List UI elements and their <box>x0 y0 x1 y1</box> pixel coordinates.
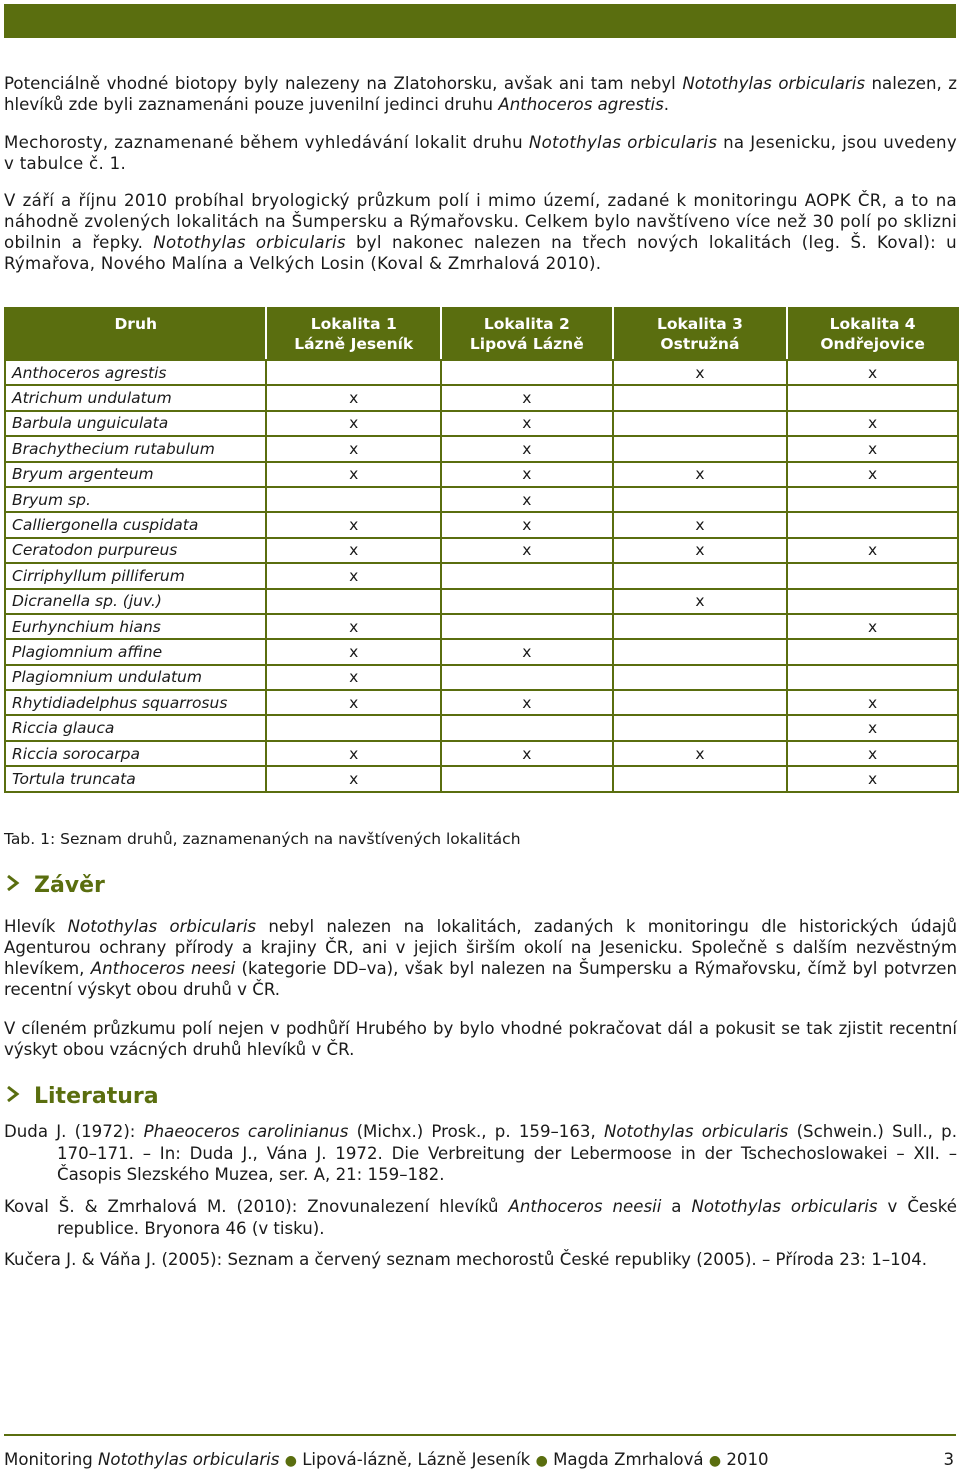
table-row <box>5 538 958 563</box>
locality-4-mark: x <box>787 462 958 487</box>
locality-1-mark: x <box>266 512 441 537</box>
species-name: Barbula unguiculata <box>5 411 266 436</box>
locality-4-mark: x <box>787 766 958 791</box>
reference-koval: Koval Š. & Zmrhalová M. (2010): Znovunalezení hlevíků Anthoceros neesii a Notothylas orbicularis v České republice. Bryonora 46 (v tisku). <box>4 1197 957 1238</box>
locality-4-mark: x <box>787 538 958 563</box>
species-name: Plagiomnium undulatum <box>5 665 266 690</box>
table-row <box>5 589 958 614</box>
locality-3-mark <box>613 385 788 410</box>
species-name: Dicranella sp. (juv.) <box>5 589 266 614</box>
intro-paragraph-3: V září a říjnu 2010 probíhal bryologický průzkum polí i mimo území, zadané k monitoringu AOPK ČR, a to na náhodně zvolených lokalitách na Šumpersku a Rýmařovsku. Celkem bylo navštíveno více než 30 polí po sklizni obilnin a řepky. Notothylas orbicularis byl nakonec nalezen na třech nových lokalitách (leg. Š. Koval): u Rýmařova, Nového Malína a Velkých Losin (Koval & Zmrhalová 2010). <box>4 191 957 273</box>
locality-2-mark <box>441 766 613 791</box>
locality-4-mark <box>787 512 958 537</box>
table-row <box>5 385 958 410</box>
locality-2-mark <box>441 563 613 588</box>
species-name: Eurhynchium hians <box>5 614 266 639</box>
species-name: Riccia glauca <box>5 715 266 740</box>
locality-2-mark: x <box>441 639 613 664</box>
locality-4-mark <box>787 589 958 614</box>
species-name: Rhytidiadelphus squarrosus <box>5 690 266 715</box>
locality-1-mark <box>266 360 441 385</box>
header-species: Druh <box>5 308 266 360</box>
locality-2-mark: x <box>441 538 613 563</box>
page-footer: Monitoring Notothylas orbicularis ● Lipová-lázně, Lázně Jeseník ● Magda Zmrhalová ● 2010 3 <box>4 1450 954 1469</box>
table-row <box>5 614 958 639</box>
locality-4-mark <box>787 639 958 664</box>
locality-1-mark <box>266 487 441 512</box>
bullet-icon: ● <box>708 1453 722 1469</box>
locality-3-mark <box>613 563 788 588</box>
header-locality-1: Lokalita 1 Lázně Jeseník <box>266 308 441 360</box>
species-name: Plagiomnium affine <box>5 639 266 664</box>
species-name: Tortula truncata <box>5 766 266 791</box>
locality-3-mark <box>613 614 788 639</box>
locality-2-mark <box>441 614 613 639</box>
locality-3-mark: x <box>613 741 788 766</box>
reference-kucera: Kučera J. & Váňa J. (2005): Seznam a červený seznam mechorostů České republiky (2005). – Příroda 23: 1–104. <box>4 1250 928 1269</box>
locality-3-mark: x <box>613 360 788 385</box>
species-name: Calliergonella cuspidata <box>5 512 266 537</box>
locality-1-mark: x <box>266 563 441 588</box>
locality-2-mark: x <box>441 462 613 487</box>
locality-3-mark <box>613 436 788 461</box>
locality-4-mark: x <box>787 411 958 436</box>
species-table <box>4 307 959 793</box>
locality-4-mark: x <box>787 741 958 766</box>
locality-4-mark <box>787 487 958 512</box>
locality-2-mark <box>441 665 613 690</box>
bullet-icon: ● <box>284 1453 297 1469</box>
table-row <box>5 436 958 461</box>
table-row <box>5 715 958 740</box>
locality-3-mark <box>613 715 788 740</box>
table-row <box>5 766 958 791</box>
locality-4-mark: x <box>787 690 958 715</box>
species-name: Brachythecium rutabulum <box>5 436 266 461</box>
locality-1-mark: x <box>266 436 441 461</box>
header-locality-2: Lokalita 2 Lipová Lázně <box>441 308 613 360</box>
locality-3-mark <box>613 411 788 436</box>
table-row <box>5 411 958 436</box>
locality-3-mark <box>613 665 788 690</box>
literatura-heading: Literatura <box>4 1083 159 1109</box>
chevron-right-icon <box>4 1083 24 1109</box>
locality-3-mark <box>613 639 788 664</box>
species-name: Cirriphyllum pilliferum <box>5 563 266 588</box>
table-row <box>5 487 958 512</box>
locality-4-mark: x <box>787 715 958 740</box>
locality-1-mark: x <box>266 690 441 715</box>
footer-divider <box>4 1434 956 1436</box>
zaver-paragraph-1: Hlevík Notothylas orbicularis nebyl nalezen na lokalitách, zadaných k monitoringu dle historických údajů Agenturou ochrany přírody a krajiny ČR, ani v jejich širším okolí na Jesenicku. Společně s dalším nezvěstným hlevíkem, Anthoceros neesi (kategorie DD–va), však byl nalezen na Šumpersku a Rýmařovsku, čímž byl potvrzen recentní výskyt obou druhů v ČR. <box>4 917 957 999</box>
chevron-right-icon <box>4 872 24 898</box>
table-row <box>5 741 958 766</box>
table-row <box>5 360 958 385</box>
species-name: Anthoceros agrestis <box>5 360 266 385</box>
table-row <box>5 690 958 715</box>
locality-2-mark: x <box>441 512 613 537</box>
locality-1-mark: x <box>266 411 441 436</box>
locality-4-mark: x <box>787 436 958 461</box>
locality-4-mark <box>787 563 958 588</box>
locality-1-mark <box>266 715 441 740</box>
table-row <box>5 512 958 537</box>
species-name: Riccia sorocarpa <box>5 741 266 766</box>
locality-3-mark <box>613 766 788 791</box>
locality-2-mark <box>441 589 613 614</box>
locality-3-mark <box>613 487 788 512</box>
locality-2-mark: x <box>441 385 613 410</box>
locality-4-mark: x <box>787 360 958 385</box>
locality-3-mark: x <box>613 538 788 563</box>
locality-4-mark: x <box>787 614 958 639</box>
locality-1-mark <box>266 589 441 614</box>
zaver-paragraph-2: V cíleném průzkumu polí nejen v podhůří Hrubého by bylo vhodné pokračovat dál a pokusit se tak zjistit recentní výskyt obou vzácných druhů hlevíků v ČR. <box>4 1019 957 1059</box>
table-caption: Tab. 1: Seznam druhů, zaznamenaných na navštívených lokalitách <box>4 830 521 848</box>
locality-1-mark: x <box>266 665 441 690</box>
table-row <box>5 665 958 690</box>
locality-3-mark <box>613 690 788 715</box>
locality-2-mark: x <box>441 741 613 766</box>
species-table-body <box>5 360 958 792</box>
locality-1-mark: x <box>266 639 441 664</box>
locality-3-mark: x <box>613 512 788 537</box>
intro-paragraph-1: Potenciálně vhodné biotopy byly nalezeny na Zlatohorsku, avšak ani tam nebyl Notothylas orbicularis nalezen, z hlevíků zde byli zaznamenáni pouze juvenilní jedinci druhu Anthoceros agrestis. <box>4 74 957 114</box>
locality-2-mark: x <box>441 690 613 715</box>
header-band <box>4 4 956 38</box>
zaver-heading: Závěr <box>4 872 105 898</box>
intro-paragraph-2: Mechorosty, zaznamenané během vyhledávání lokalit druhu Notothylas orbicularis na Jesenicku, jsou uvedeny v tabulce č. 1. <box>4 133 957 173</box>
locality-1-mark: x <box>266 538 441 563</box>
locality-2-mark: x <box>441 436 613 461</box>
reference-duda: Duda J. (1972): Phaeoceros carolinianus (Michx.) Prosk., p. 159–163, Notothylas orbicularis (Schwein.) Sull., p. 170–171. – In: Duda J., Vána J. 1972. Die Verbreitung der Lebermoose in der Tschechoslowakei – XII. – Časopis Slezského Muzea, ser. A, 21: 159–182. <box>4 1122 957 1184</box>
locality-4-mark <box>787 665 958 690</box>
locality-1-mark: x <box>266 385 441 410</box>
bullet-icon: ● <box>535 1453 548 1469</box>
header-locality-4: Lokalita 4 Ondřejovice <box>787 308 958 360</box>
species-name: Bryum argenteum <box>5 462 266 487</box>
table-row <box>5 639 958 664</box>
locality-1-mark: x <box>266 614 441 639</box>
locality-2-mark <box>441 715 613 740</box>
locality-1-mark: x <box>266 741 441 766</box>
locality-1-mark: x <box>266 766 441 791</box>
locality-1-mark: x <box>266 462 441 487</box>
species-name: Atrichum undulatum <box>5 385 266 410</box>
species-name: Bryum sp. <box>5 487 266 512</box>
locality-2-mark: x <box>441 487 613 512</box>
header-locality-3: Lokalita 3 Ostružná <box>613 308 788 360</box>
locality-4-mark <box>787 385 958 410</box>
locality-2-mark <box>441 360 613 385</box>
locality-3-mark: x <box>613 462 788 487</box>
species-name: Ceratodon purpureus <box>5 538 266 563</box>
locality-2-mark: x <box>441 411 613 436</box>
table-row <box>5 462 958 487</box>
locality-3-mark: x <box>613 589 788 614</box>
page-number: 3 <box>943 1450 954 1469</box>
table-row <box>5 563 958 588</box>
table-header-row <box>5 308 958 360</box>
